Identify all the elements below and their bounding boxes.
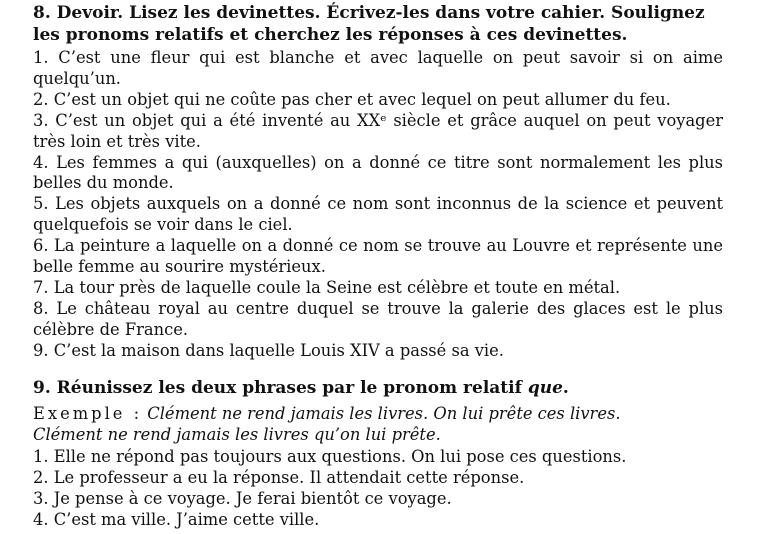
example-line-2: Clément ne rend jamais les livres qu’on lui prête.	[33, 425, 441, 445]
exercise-9-body	[33, 403, 723, 531]
exercise-8-heading	[33, 2, 723, 46]
exercise-9-number: 9.	[33, 378, 51, 398]
riddle-item: 8. Le château royal au centre duquel se trouve la galerie des glaces est le plus célèbre de France.	[33, 298, 723, 339]
riddle-item: 7. La tour près de laquelle coule la Seine est célèbre et toute en métal.	[33, 277, 621, 297]
example-line-1	[33, 403, 723, 424]
exercise-9-item: 4. C’est ma ville. J’aime cette ville.	[33, 510, 320, 530]
example-label: Exemple :	[33, 404, 143, 423]
riddle-item: 6. La peinture a laquelle on a donné ce nom se trouve au Louvre et représente une belle femme au sourire mystérieux.	[33, 236, 723, 277]
exercise-8-list	[33, 48, 723, 362]
riddle-item: 1. C’est une fleur qui est blanche et avec laquelle on peut savoir si on aime quelqu’un.	[33, 48, 723, 88]
example-sentence-1: Clément ne rend jamais les livres. On lui prête ces livres.	[147, 404, 621, 423]
exercise-9-item: 3. Je pense à ce voyage. Je ferai bientôt ce voyage.	[33, 489, 452, 509]
riddle-item: 3. C’est un objet qui a été inventé au XXᵉ siècle et grâce auquel on peut voyager très loin et très vite.	[33, 110, 723, 151]
exercise-9-item: 1. Elle ne répond pas toujours aux questions. On lui pose ces questions.	[33, 446, 627, 466]
exercise-9-heading	[33, 377, 723, 399]
exercise-9-instruction-end: .	[562, 378, 569, 398]
exercise-9-item: 2. Le professeur a eu la réponse. Il attendait cette réponse.	[33, 467, 525, 487]
exercise-8-number: 8.	[33, 3, 51, 23]
riddle-item: 4. Les femmes a qui (auxquelles) on a donné ce titre sont normalement les plus belles du monde.	[33, 152, 723, 193]
exercise-8-instruction: Devoir. Lisez les devinettes. Écrivez-les dans votre cahier. Soulignez les pronoms relatifs et cherchez les réponses à ces devinettes.	[33, 3, 705, 45]
exercise-9-instruction-emphasis: que	[527, 378, 563, 398]
riddle-item: 2. C’est un objet qui ne coûte pas cher et avec lequel on peut allumer du feu.	[33, 89, 671, 109]
riddle-item: 5. Les objets auxquels on a donné ce nom sont inconnus de la science et peuvent quelquefois se voir dans le ciel.	[33, 194, 723, 235]
riddle-item: 9. C’est la maison dans laquelle Louis XIV a passé sa vie.	[33, 340, 504, 360]
exercise-9-instruction: Réunissez les deux phrases par le pronom relatif	[56, 378, 522, 398]
